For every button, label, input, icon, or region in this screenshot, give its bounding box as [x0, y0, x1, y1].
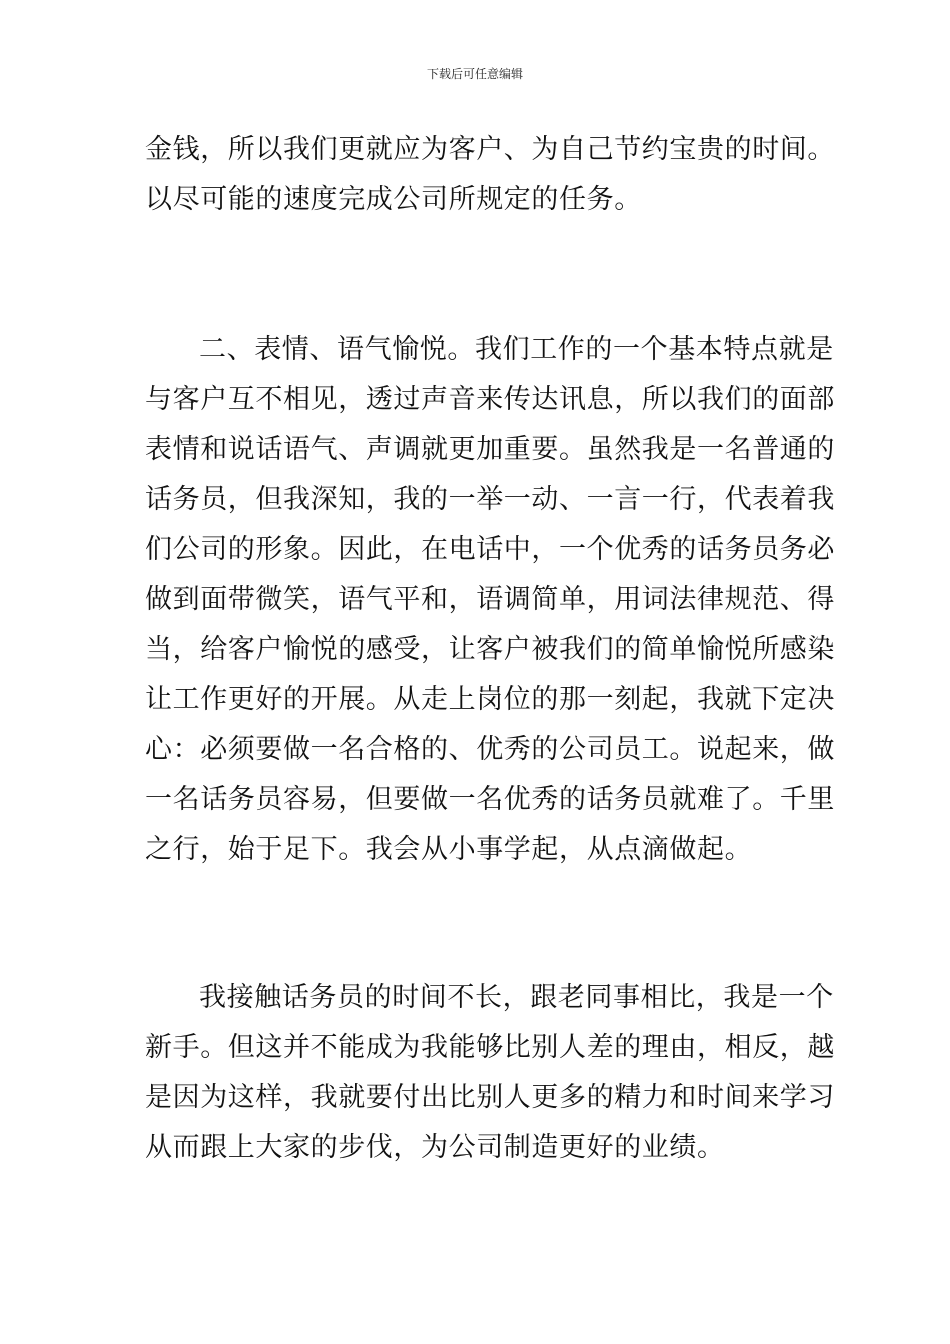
text-line: 当，给客户愉悦的感受，让客户被我们的简单愉悦所感染 [145, 634, 835, 665]
text-line: 新手。但这并不能成为我能够比别人差的理由，相反，越 [145, 1032, 835, 1063]
text-line: 一名话务员容易，但要做一名优秀的话务员就难了。千里 [145, 784, 835, 815]
text-line: 与客户互不相见，透过声音来传达讯息，所以我们的面部 [145, 384, 835, 415]
text-line: 是因为这样，我就要付出比别人更多的精力和时间来学习 [145, 1082, 835, 1113]
paragraph-newcomer [145, 973, 835, 1173]
text-line: 们公司的形象。因此，在电话中，一个优秀的话务员务必 [145, 534, 835, 565]
text-line: 话务员，但我深知，我的一举一动、一言一行，代表着我 [145, 484, 835, 515]
text-line: 表情和说话语气、声调就更加重要。虽然我是一名普通的 [145, 434, 835, 465]
text-line: 金钱，所以我们更就应为客户、为自己节约宝贵的时间。 [145, 134, 835, 165]
text-line: 从而跟上大家的步伐，为公司制造更好的业绩。 [145, 1132, 725, 1163]
paragraph-expression-tone [145, 325, 835, 875]
text-line: 做到面带微笑，语气平和，语调简单，用词法律规范、得 [145, 584, 835, 615]
paragraph-continuation [145, 125, 835, 225]
text-line: 让工作更好的开展。从走上岗位的那一刻起，我就下定决 [145, 684, 835, 715]
page-header: 下载后可任意编辑 [426, 67, 523, 81]
text-line: 我接触话务员的时间不长，跟老同事相比，我是一个 [199, 982, 834, 1013]
text-line: 以尽可能的速度完成公司所规定的任务。 [145, 184, 642, 215]
text-line: 二、表情、语气愉悦。我们工作的一个基本特点就是 [199, 334, 834, 365]
text-line: 心：必须要做一名合格的、优秀的公司员工。说起来，做 [145, 734, 835, 765]
text-line: 之行，始于足下。我会从小事学起，从点滴做起。 [145, 834, 753, 865]
